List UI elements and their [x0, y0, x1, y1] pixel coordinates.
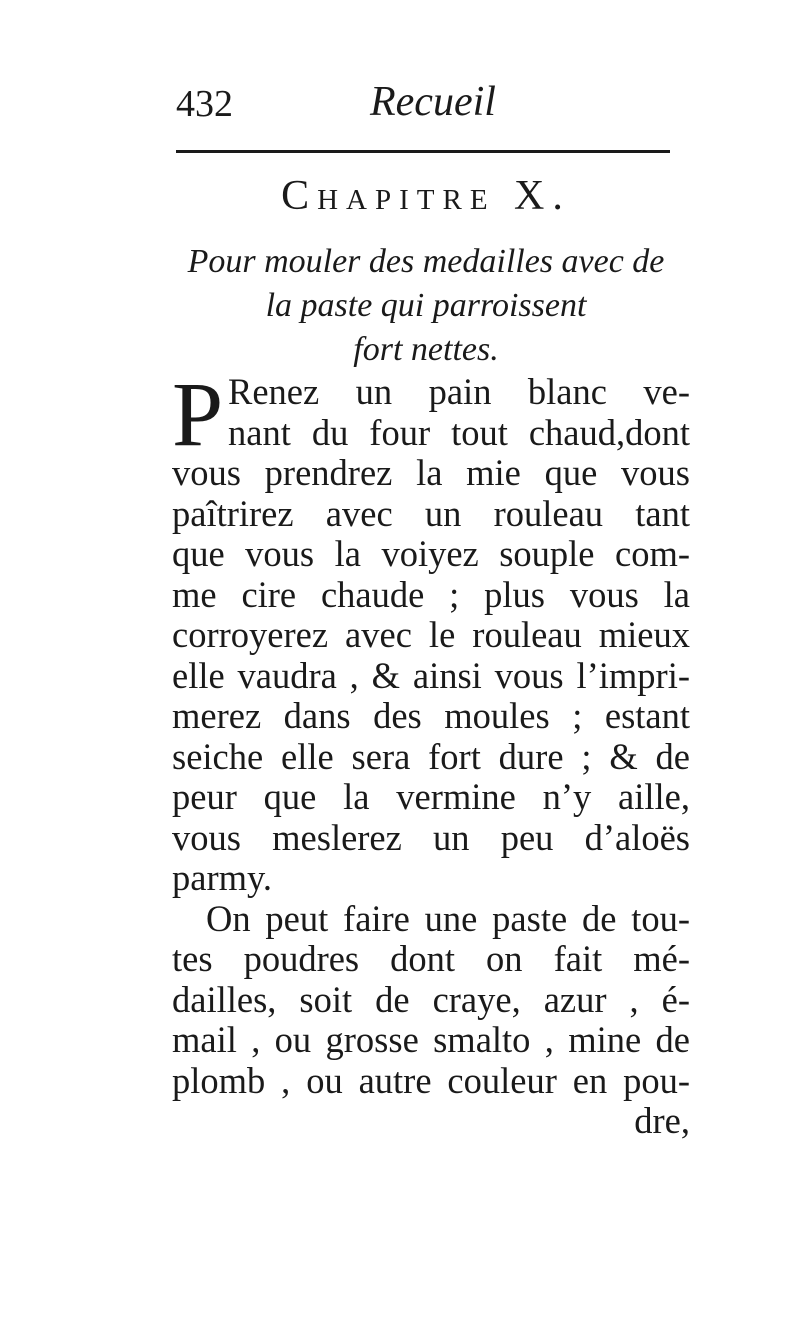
text-line: mail , ou grosse smalto , mine de	[172, 1019, 690, 1060]
text-line: plomb , ou autre couleur en pou-	[172, 1059, 690, 1101]
text-line: corroyerez avec le rouleau mieux	[172, 614, 690, 655]
text-line: parmy.	[172, 857, 273, 898]
chapter-title-line: fort nettes.	[353, 331, 499, 368]
text-line: vous prendrez la mie que vous	[172, 452, 690, 493]
text-line: tes poudres dont on fait mé-	[172, 938, 690, 979]
chapter-title-line: Pour mouler des medailles avec de	[187, 243, 665, 280]
text-line: vous meslerez un peu d’aloës	[172, 816, 690, 858]
drop-cap: P	[172, 363, 224, 465]
text-line: On peut faire une paste de tou-	[206, 897, 690, 939]
running-title: Recueil	[370, 79, 496, 125]
text-line: peur que la vermine n’y aille,	[172, 776, 690, 817]
text-line: merez dans des moules ; estant	[172, 695, 690, 736]
text-line: me cire chaude ; plus vous la	[172, 573, 690, 615]
text-line: elle vaudra , & ainsi vous l’impri-	[172, 654, 690, 696]
text-line: nant du four tout chaud,dont	[228, 411, 690, 453]
text-line: seiche elle sera fort dure ; & de	[172, 735, 690, 777]
body-text	[172, 363, 690, 1142]
text-line: dailles, soit de craye, azur , é-	[172, 978, 690, 1020]
header-rule	[176, 150, 670, 153]
text-line: Renez un pain blanc ve-	[228, 371, 690, 412]
catchword: dre,	[634, 1100, 690, 1141]
running-head	[176, 78, 676, 128]
chapter-heading: Chapitre X.	[281, 173, 571, 219]
text-line: paîtrirez avec un rouleau tant	[172, 492, 690, 534]
page-number: 432	[176, 83, 233, 125]
text-line: que vous la voiyez souple com-	[172, 533, 690, 574]
chapter-title	[176, 240, 676, 372]
chapter-title-line: la paste qui parroissent	[265, 287, 587, 324]
